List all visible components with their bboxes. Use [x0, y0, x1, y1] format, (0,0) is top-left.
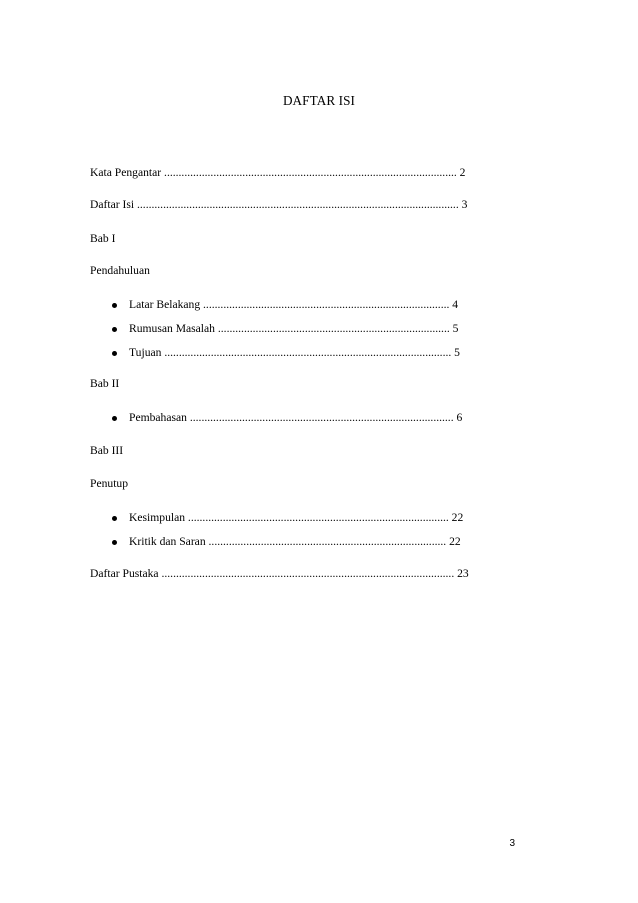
- bullet-icon: [112, 327, 117, 332]
- toc-heading-bab-3: Bab III: [90, 444, 124, 457]
- toc-entry-daftar-isi: Daftar Isi ............................................................................................................... 3: [90, 198, 468, 211]
- bullet-icon: [112, 516, 117, 521]
- toc-entry-kesimpulan: Kesimpulan .......................................................................................... 22: [129, 511, 464, 524]
- toc-entry-pembahasan: Pembahasan ........................................................................................... 6: [129, 411, 463, 424]
- toc-entry-latar-belakang: Latar Belakang ..................................................................................... 4: [129, 298, 459, 311]
- toc-heading-bab-1: Bab I: [90, 232, 116, 245]
- toc-entry-tujuan: Tujuan ................................................................................................... 5: [129, 346, 460, 359]
- toc-heading-pendahuluan: Pendahuluan: [90, 264, 150, 277]
- toc-entry-kata-pengantar: Kata Pengantar ..................................................................................................... 2: [90, 166, 466, 179]
- bullet-icon: [112, 416, 117, 421]
- toc-heading-penutup: Penutup: [90, 477, 129, 490]
- bullet-icon: [112, 351, 117, 356]
- toc-entry-kritik-dan-saran: Kritik dan Saran .................................................................................. 22: [129, 535, 461, 548]
- bullet-icon: [112, 303, 117, 308]
- bullet-icon: [112, 540, 117, 545]
- page-number: 3: [509, 838, 515, 849]
- toc-entry-daftar-pustaka: Daftar Pustaka ..................................................................................................... 23: [90, 567, 469, 580]
- toc-heading-bab-2: Bab II: [90, 377, 120, 390]
- toc-entry-rumusan-masalah: Rumusan Masalah ................................................................................ 5: [129, 322, 459, 335]
- page-title: DAFTAR ISI: [282, 93, 356, 108]
